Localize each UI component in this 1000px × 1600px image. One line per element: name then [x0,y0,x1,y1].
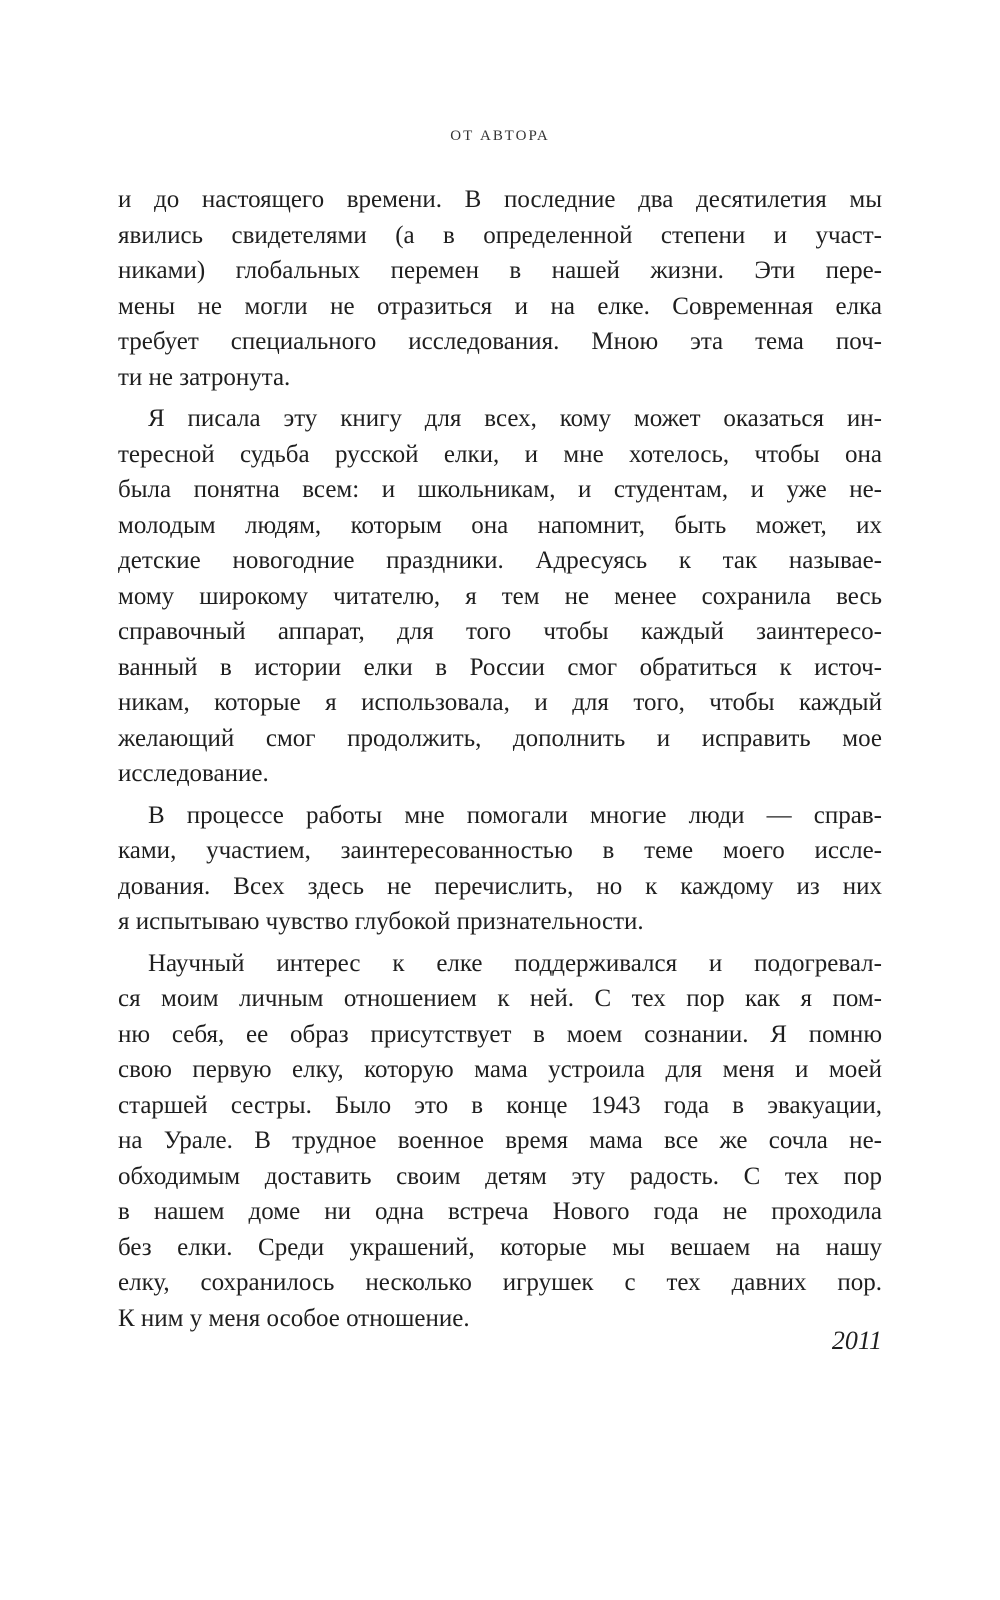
text-line: дования. Всех здесь не перечислить, но к каждому из них [118,872,882,900]
text-line: В процессе работы мне помогали многие люди — справ- [148,801,882,829]
paragraph-2 [118,401,882,792]
text-line: ню себя, ее образ присутствует в моем сознании. Я помню [118,1020,882,1048]
text-line: ся моим личным отношением к ней. С тех пор как я пом- [118,985,882,1012]
text-line: желающий смог продолжить, дополнить и исправить мое [118,724,882,752]
text-line: елку, сохранилось несколько игрушек с тех давних пор. [118,1269,882,1296]
text-line: в нашем доме ни одна встреча Нового года не проходила [118,1198,882,1225]
text-line: никам, которые я использовала, и для того, чтобы каждый [118,689,882,716]
text-line: исследование. [118,760,269,787]
text-line: на Урале. В трудное военное время мама все же сочла не- [118,1127,882,1154]
body-text [118,182,882,1336]
paragraph-3 [118,798,882,940]
text-line: ванный в истории елки в России смог обратиться к источ- [118,653,882,681]
text-line: я испытываю чувство глубокой признательности. [118,908,644,935]
text-line: и до настоящего времени. В последние два десятилетия мы [118,186,882,213]
running-head: ОТ АВТОРА [450,128,550,144]
date-signature: 2011 [831,1326,882,1355]
text-line: молодым людям, которым она напомнит, быть может, их [118,511,882,539]
text-line: мому широкому читателю, я тем не менее сохранила весь [118,582,882,610]
text-line: мены не могли не отразиться и на елке. Современная елка [118,292,882,320]
text-line: старшей сестры. Было это в конце 1943 года в эвакуации, [118,1091,882,1119]
paragraph-1 [118,182,882,395]
text-line: ками, участием, заинтересованностью в теме моего иссле- [118,837,882,864]
text-line: К ним у меня особое отношение. [118,1304,470,1332]
text-line: тересной судьба русской елки, и мне хотелось, чтобы она [118,440,882,468]
text-line: никами) глобальных перемен в нашей жизни. Эти пере- [118,257,882,284]
text-line: требует специального исследования. Мною эта тема поч- [118,328,882,355]
text-line: ти не затронута. [118,363,291,391]
text-line: была понятна всем: и школьникам, и студентам, и уже не- [118,476,882,503]
text-line: справочный аппарат, для того чтобы каждый заинтересо- [118,618,882,645]
text-line: без елки. Среди украшений, которые мы вешаем на нашу [118,1233,882,1261]
text-line: явились свидетелями (а в определенной степени и участ- [118,221,882,249]
text-line: Я писала эту книгу для всех, кому может оказаться ин- [148,405,882,432]
text-line: обходимым доставить своим детям эту радость. С тех пор [118,1162,882,1190]
text-line: Научный интерес к елке поддерживался и подогревал- [148,949,882,977]
text-line: свою первую елку, которую мама устроила для меня и моей [118,1056,882,1083]
paragraph-4 [118,946,882,1337]
text-line: детские новогодние праздники. Адресуясь к так называе- [118,547,882,574]
